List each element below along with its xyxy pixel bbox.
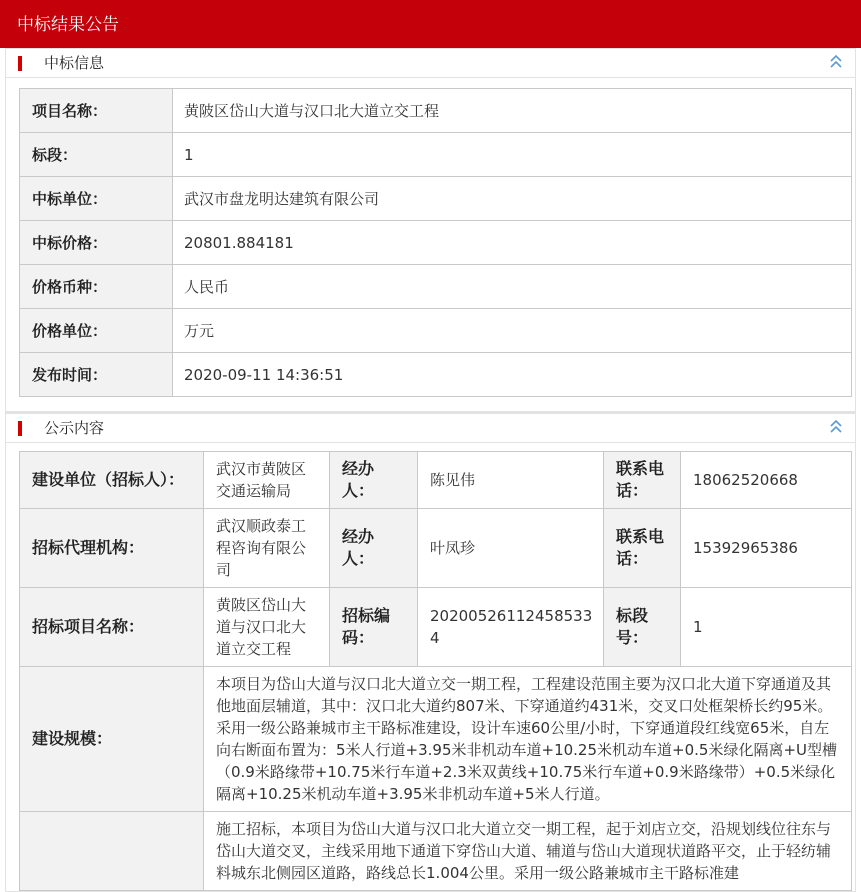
row-label: 价格单位： <box>20 309 173 353</box>
table-row <box>20 812 852 891</box>
section-marker <box>18 421 22 436</box>
info-section-title: 中标信息 <box>44 54 105 72</box>
cell-value: 本项目为岱山大道与汉口北大道立交一期工程，工程建设范围主要为汉口北大道下穿通道及其他地面层辅道，其中：汉口北大道约807米、下穿通道约431米，交叉口处框架桥长约95米。采用一级公路兼城市主干路标准建设，设计车速60公里/小时，下穿通道段红线宽65米，自左向右断面布置为：5米人行道+3.95米非机动车道+10.25米机动车道+0.5米绿化隔离+U型槽（0.9米路缘带+10.75米行车道+2.3米双黄线+10.75米行车道+0.9米路缘带）+0.5米绿化隔离+10.25米机动车道+3.95米非机动车道+5米人行道。 <box>204 667 852 812</box>
info-section-header <box>6 49 855 78</box>
row-label: 中标价格： <box>20 221 173 265</box>
notice-section-header <box>6 413 855 443</box>
row-label: 标段： <box>20 133 173 177</box>
cell-value: 黄陂区岱山大道与汉口北大道立交工程 <box>204 588 330 667</box>
info-table <box>19 88 852 397</box>
row-value: 人民币 <box>173 265 852 309</box>
cell-label: 招标代理机构： <box>20 509 204 588</box>
cell-label: 经办人： <box>330 509 418 588</box>
cell-label: 经办人： <box>330 452 418 509</box>
cell-value: 18062520668 <box>681 452 852 509</box>
cell-value: 15392965386 <box>681 509 852 588</box>
collapse-icon[interactable] <box>829 418 843 436</box>
cell-label: 招标项目名称： <box>20 588 204 667</box>
cell-label <box>20 812 204 891</box>
table-row <box>20 309 852 353</box>
table-row <box>20 588 852 667</box>
cell-label: 联系电话： <box>604 509 681 588</box>
notice-section-title: 公示内容 <box>44 419 105 437</box>
table-row <box>20 509 852 588</box>
section-marker <box>18 56 22 71</box>
cell-value: 武汉顺政泰工程咨询有限公司 <box>204 509 330 588</box>
cell-value: 施工招标，本项目为岱山大道与汉口北大道立交一期工程，起于刘店立交，沿规划线位往东与岱山大道交叉，主线采用地下通道下穿岱山大道、辅道与岱山大道现状道路平交，止于轻纺辅料城东北侧园区道路，路线总长1.004公里。采用一级公路兼城市主干路标准建 <box>204 812 852 891</box>
row-label: 发布时间： <box>20 353 173 397</box>
page-title: 中标结果公告 <box>17 15 119 35</box>
row-label: 项目名称： <box>20 89 173 133</box>
row-label: 中标单位： <box>20 177 173 221</box>
info-panel <box>5 48 856 412</box>
row-label: 价格币种： <box>20 265 173 309</box>
cell-value: 武汉市黄陂区交通运输局 <box>204 452 330 509</box>
cell-label: 建设规模： <box>20 667 204 812</box>
row-value: 1 <box>173 133 852 177</box>
cell-label: 联系电话： <box>604 452 681 509</box>
notice-panel <box>5 412 856 892</box>
notice-table <box>19 451 852 891</box>
row-value: 黄陂区岱山大道与汉口北大道立交工程 <box>173 89 852 133</box>
table-row <box>20 452 852 509</box>
row-value: 20801.884181 <box>173 221 852 265</box>
page-header <box>0 0 861 48</box>
cell-label: 建设单位（招标人）： <box>20 452 204 509</box>
table-row <box>20 89 852 133</box>
cell-value: 1 <box>681 588 852 667</box>
cell-label: 标段号： <box>604 588 681 667</box>
collapse-icon[interactable] <box>829 53 843 71</box>
table-row <box>20 353 852 397</box>
row-value: 万元 <box>173 309 852 353</box>
row-value: 2020-09-11 14:36:51 <box>173 353 852 397</box>
table-row <box>20 667 852 812</box>
table-row <box>20 265 852 309</box>
table-row <box>20 177 852 221</box>
table-row <box>20 221 852 265</box>
cell-value: 叶凤珍 <box>418 509 604 588</box>
table-row <box>20 133 852 177</box>
cell-value: 陈见伟 <box>418 452 604 509</box>
cell-label: 招标编码： <box>330 588 418 667</box>
cell-value: 20200526112458533​4 <box>418 588 604 667</box>
row-value: 武汉市盘龙明达建筑有限公司 <box>173 177 852 221</box>
